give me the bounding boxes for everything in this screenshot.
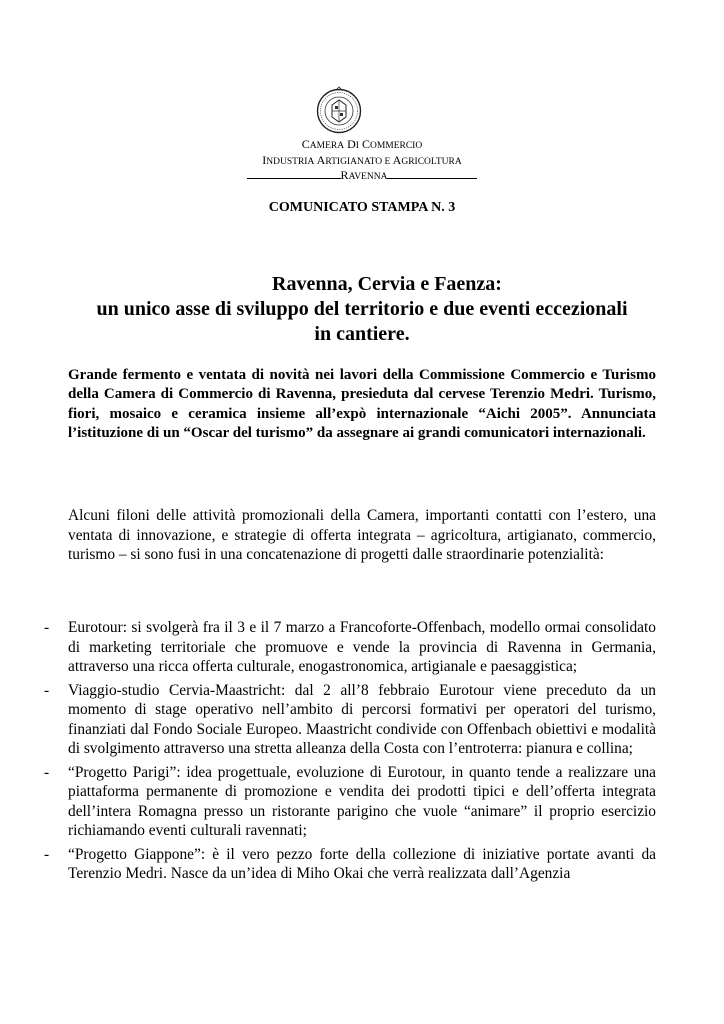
sc-rest: GRICOLTURA: [401, 157, 462, 167]
list-item-text: Viaggio-studio Cervia-Maastricht: dal 2 all’8 febbraio Eurotour viene preceduto da un momento di stage operativo nell’ambito di percorsi formativi per operatori del turismo, finanziati dal Fondo Sociale Europeo. Maastricht condivide con Offenbach obiettivi e modalità di svolgimento attraverso una stretta alleanza della Costa con l’entroterra: pianura e collina;: [68, 681, 656, 757]
sc-cap: C: [301, 137, 310, 151]
headline-line-3: in cantiere.: [314, 323, 410, 345]
headline-line-2: un unico asse di sviluppo del territorio e due eventi eccezionali: [96, 298, 628, 320]
list-dash: -: [44, 619, 50, 636]
list-dash: -: [44, 681, 50, 699]
list-item: [0, 845, 724, 884]
list-item: [0, 763, 724, 841]
sc-cap: C: [361, 137, 370, 151]
list-item: [0, 681, 724, 759]
sc-rest: RTIGIANATO E: [325, 157, 391, 167]
letterhead-line-industria: [0, 153, 724, 168]
list-dash: -: [44, 763, 50, 781]
sc-cap: A: [316, 153, 326, 167]
sc-rest: NDUSTRIA: [266, 157, 315, 167]
list-item-text: “Progetto Giappone”: è il vero pezzo forte della collezione di iniziative portate avanti da Terenzio Medri. Nasce da un’idea di Miho Okai che verrà realizzata dall’Agenzia: [68, 845, 656, 882]
sc-rest: OMMERCIO: [369, 141, 423, 151]
sc-cap: R: [340, 168, 349, 182]
list-item-text: Eurotour: si svolgerà fra il 3 e il 7 marzo a Francoforte-Offenbach, modello ormai consolidato di marketing territoriale che promuove e vende la provincia di Ravenna in Germania, attraverso una ricca offerta culturale, enogastronomica, artigianale e paesaggistica;: [68, 619, 656, 675]
project-list: [0, 618, 724, 888]
sc-cap: I: [262, 153, 267, 167]
sc-cap: A: [392, 153, 402, 167]
sc-rest: AVENNA: [348, 172, 388, 182]
sc-rest: I: [355, 141, 359, 151]
headline-line-1: Ravenna, Cervia e Faenza:: [272, 273, 502, 295]
list-item: [0, 618, 724, 677]
sc-rest: AMERA: [309, 141, 345, 151]
page-title: [60, 272, 664, 347]
letterhead-rule-right: [387, 168, 477, 179]
list-item-text: “Progetto Parigi”: idea progettuale, evoluzione di Eurotour, in quanto tende a realizzare una piattaforma permanente di promozione e vendita dei prodotti tipici e dell’offerta integrata dell’intera Romagna presso un ristorante parigino che vuole “animare” il proprio esercizio richiamando eventi culturali ravennati;: [68, 763, 656, 839]
sc-cap: D: [347, 137, 356, 151]
letterhead-rule-left: [247, 168, 341, 179]
letterhead-line-camera: [0, 137, 724, 152]
camera-di-commercio-seal-icon: [316, 86, 362, 136]
comunicato-stampa-label: COMUNICATO STAMPA N. 3: [268, 200, 456, 215]
intro-paragraph: Alcuni filoni delle attività promozionali della Camera, importanti contatti con l’estero, una ventata di innovazione, e strategie di offerta integrata – agricoltura, artigianato, commercio, turismo – si sono fusi in una concatenazione di progetti dalle straordinarie potenzialità:: [68, 507, 656, 563]
letterhead-line-ravenna: [0, 168, 724, 183]
lead-paragraph: Grande fermento e ventata di novità nei lavori della Commissione Commercio e Turismo della Camera di Commercio di Ravenna, presieduta dal cervese Terenzio Medri. Turismo, fiori, mosaico e ceramica insieme all’expò internazionale “Aichi 2005”. Annunciata l’istituzione di un “Oscar del turismo” da assegnare ai grandi comunicatori internazionali.: [68, 367, 656, 442]
list-dash: -: [44, 845, 50, 863]
